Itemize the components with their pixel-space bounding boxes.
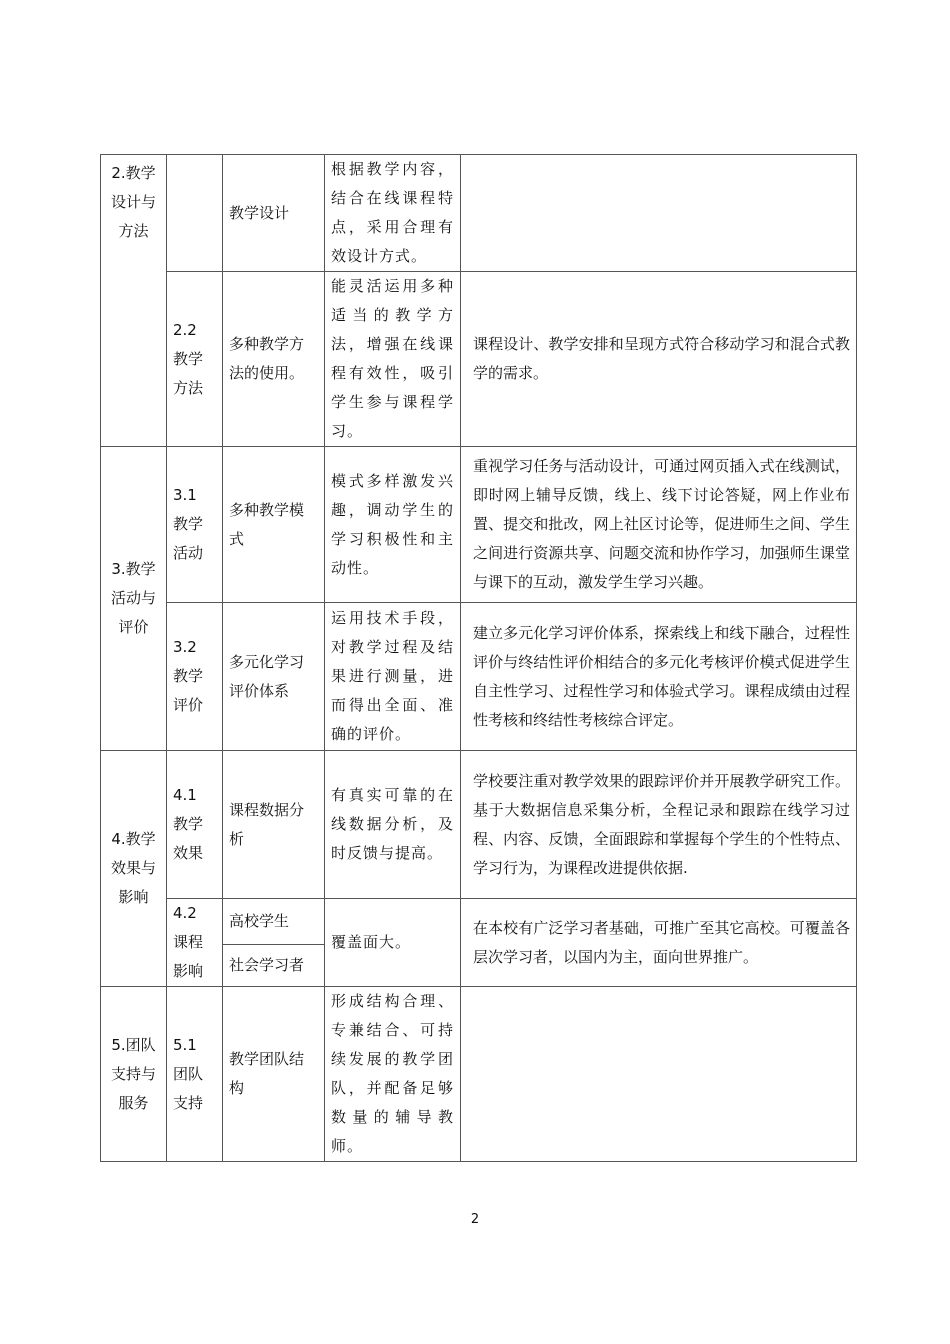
item-label: 3.1 教学活动 — [173, 486, 204, 562]
item-cell — [167, 155, 223, 272]
indicator-cell — [223, 899, 325, 945]
evaluation-table — [100, 154, 857, 1162]
indicator-cell — [223, 945, 325, 987]
item-label: 4.1 教学效果 — [173, 786, 204, 862]
section-cell — [101, 987, 167, 1162]
page-number: 2 — [470, 1212, 480, 1227]
table-row — [101, 751, 857, 899]
indicator-label: 教学团队结构 — [229, 1050, 305, 1097]
item-label: 4.2 课程影响 — [173, 904, 204, 980]
item-cell — [167, 751, 223, 899]
indicator-cell — [223, 447, 325, 603]
standard-cell — [325, 751, 461, 899]
description-cell — [461, 603, 857, 751]
indicator-cell — [223, 155, 325, 272]
table-row — [101, 899, 857, 945]
item-label: 2.2 教学方法 — [173, 320, 204, 397]
table-row — [101, 155, 857, 272]
description-text: 学校要注重对教学效果的跟踪评价并开展教学研究工作。基于大数据信息采集分析，全程记录和跟踪在线学习过程、内容、反馈，全面跟踪和掌握每个学生的个性特点、学习行为，为课程改进提供依据. — [473, 771, 850, 877]
table-row — [101, 272, 857, 447]
indicator-cell — [223, 272, 325, 447]
section-cell — [101, 155, 167, 447]
item-label: 5.1 团队支持 — [173, 1035, 204, 1112]
indicator-label: 教学设计 — [229, 203, 290, 222]
description-cell — [461, 987, 857, 1162]
standard-text: 模式多样激发兴趣，调动学生的学习积极性和主动性。 — [331, 471, 454, 577]
table-row — [101, 603, 857, 751]
standard-cell — [325, 899, 461, 987]
description-cell — [461, 155, 857, 272]
section-label: 3.教学活动与评价 — [110, 560, 156, 636]
table-row — [101, 987, 857, 1162]
item-cell — [167, 447, 223, 603]
description-cell — [461, 751, 857, 899]
table-row — [101, 447, 857, 603]
item-cell — [167, 272, 223, 447]
description-cell — [461, 272, 857, 447]
indicator-label: 课程数据分析 — [229, 800, 305, 848]
item-cell — [167, 987, 223, 1162]
standard-text: 形成结构合理、专兼结合、可持续发展的教学团队，并配备足够数量的辅导教师。 — [331, 992, 454, 1155]
item-label: 3.2 教学评价 — [173, 638, 204, 714]
standard-text: 有真实可靠的在线数据分析，及时反馈与提高。 — [331, 786, 454, 862]
indicator-label: 社会学习者 — [229, 956, 305, 975]
indicator-cell — [223, 603, 325, 751]
standard-cell — [325, 603, 461, 751]
section-label: 2.教学设计与方法 — [110, 164, 156, 240]
indicator-label: 多种教学模式 — [229, 500, 305, 548]
standard-text: 覆盖面大。 — [331, 933, 412, 951]
standard-cell — [325, 155, 461, 272]
standard-text: 运用技术手段，对教学过程及结果进行测量，进而得出全面、准确的评价。 — [331, 609, 454, 743]
description-text: 建立多元化学习评价体系，探索线上和线下融合，过程性评价与终结性评价相结合的多元化考核评价模式促进学生自主性学习、过程性学习和体验式学习。课程成绩由过程性考核和终结性考核综合评定。 — [473, 623, 850, 729]
indicator-label: 多种教学方法的使用。 — [229, 335, 305, 382]
section-cell — [101, 447, 167, 751]
description-cell — [461, 447, 857, 603]
item-cell — [167, 899, 223, 987]
standard-text: 能灵活运用多种适当的教学方法，增强在线课程有效性，吸引学生参与课程学习。 — [331, 277, 454, 440]
description-text: 重视学习任务与活动设计，可通过网页插入式在线测试，即时网上辅导反馈，线上、线下讨论答疑，网上作业布置、提交和批改，网上社区讨论等，促进师生之间、学生之间进行资源共享、问题交流和协作学习，加强师生课堂与课下的互动，激发学生学习兴趣。 — [473, 457, 850, 591]
item-cell — [167, 603, 223, 751]
description-cell — [461, 899, 857, 987]
standard-text: 根据教学内容，结合在线课程特点，采用合理有效设计方式。 — [331, 160, 454, 265]
description-text: 课程设计、教学安排和呈现方式符合移动学习和混合式教学的需求。 — [473, 335, 850, 382]
standard-cell — [325, 987, 461, 1162]
indicator-label: 高校学生 — [229, 912, 290, 931]
indicator-cell — [223, 751, 325, 899]
indicator-label: 多元化学习评价体系 — [229, 652, 305, 700]
indicator-cell — [223, 987, 325, 1162]
section-label: 5.团队支持与服务 — [110, 1035, 156, 1112]
description-text: 在本校有广泛学习者基础，可推广至其它高校。可覆盖各层次学习者，以国内为主，面向世界推广。 — [473, 918, 850, 966]
standard-cell — [325, 447, 461, 603]
section-label: 4.教学效果与影响 — [110, 830, 156, 906]
section-cell — [101, 751, 167, 987]
standard-cell — [325, 272, 461, 447]
